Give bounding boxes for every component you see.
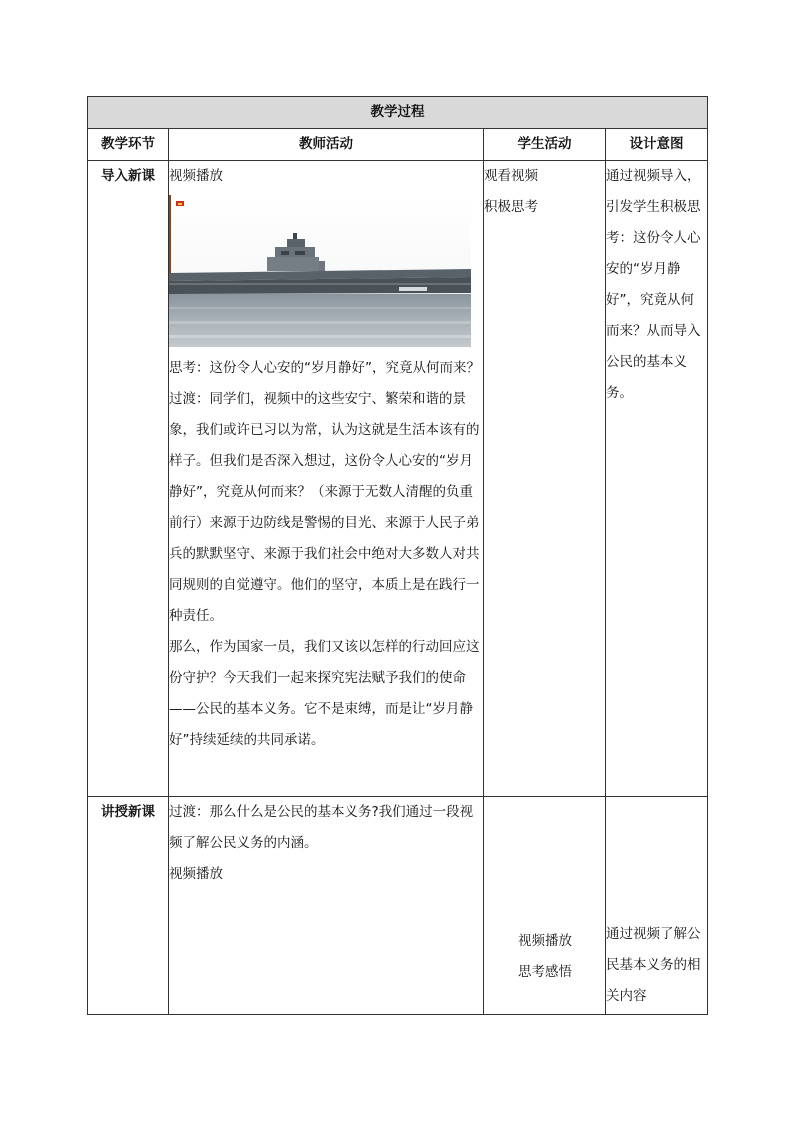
student-activity-cell <box>484 161 606 797</box>
design-intent-cell <box>606 161 708 797</box>
table-title: 教学过程 <box>88 97 708 129</box>
header-teacher-activity: 教师活动 <box>169 129 484 161</box>
teacher-paragraph: 过渡：那么什么是公民的基本义务?我们通过一段视频了解公民义务的内涵。 <box>169 804 474 851</box>
design-intent-cell <box>606 797 708 1015</box>
student-activity-line: 思考感悟 <box>518 964 572 980</box>
student-activity-line: 积极思考 <box>484 199 538 215</box>
stage-cell: 讲授新课 <box>88 797 169 1015</box>
header-design-intent: 设计意图 <box>606 129 708 161</box>
teacher-paragraph: 那么，作为国家一员，我们又该以怎样的行动回应这份守护？今天我们一起来探究宪法赋予我们的使命——公民的基本义务。它不是束缚，而是让“岁月静好”持续延续的共同承诺。 <box>169 639 480 748</box>
video-label: 视频播放 <box>169 168 223 184</box>
video-label: 视频播放 <box>169 866 223 882</box>
teacher-activity-cell <box>169 797 484 1015</box>
student-activity-cell <box>484 797 606 1015</box>
header-stage: 教学环节 <box>88 129 169 161</box>
teacher-paragraph: 过渡：同学们，视频中的这些安宁、繁荣和谐的景象，我们或许已习以为常，认为这就是生活本该有的样子。但我们是否深入想过，这份令人心安的“岁月静好”，究竟从何而来？（来源于无数人清醒的负重前行）来源于边防线是警惕的目光、来源于人民子弟兵的默默坚守、来源于我们社会中绝对大多数人对共同规则的自觉遵守。他们的坚守，本质上是在践行一种责任。 <box>169 391 480 624</box>
stage-cell: 导入新课 <box>88 161 169 797</box>
table-row <box>88 797 708 1015</box>
design-intent-text: 通过视频了解公民基本义务的相关内容 <box>606 926 701 1004</box>
teacher-activity-cell <box>169 161 484 797</box>
student-activity-line: 视频播放 <box>518 933 572 949</box>
design-intent-text: 通过视频导入，引发学生积极思考：这份令人心安的“岁月静好”，究竟从何而来？从而导入公民的基本义务。 <box>606 168 701 401</box>
aircraft-carrier-photo <box>169 195 471 347</box>
lesson-process-table <box>87 96 708 1015</box>
student-activity-line: 观看视频 <box>484 168 538 184</box>
table-row <box>88 161 708 797</box>
header-student-activity: 学生活动 <box>484 129 606 161</box>
teacher-paragraph: 思考：这份令人心安的“岁月静好”，究竟从何而来？ <box>169 360 480 376</box>
